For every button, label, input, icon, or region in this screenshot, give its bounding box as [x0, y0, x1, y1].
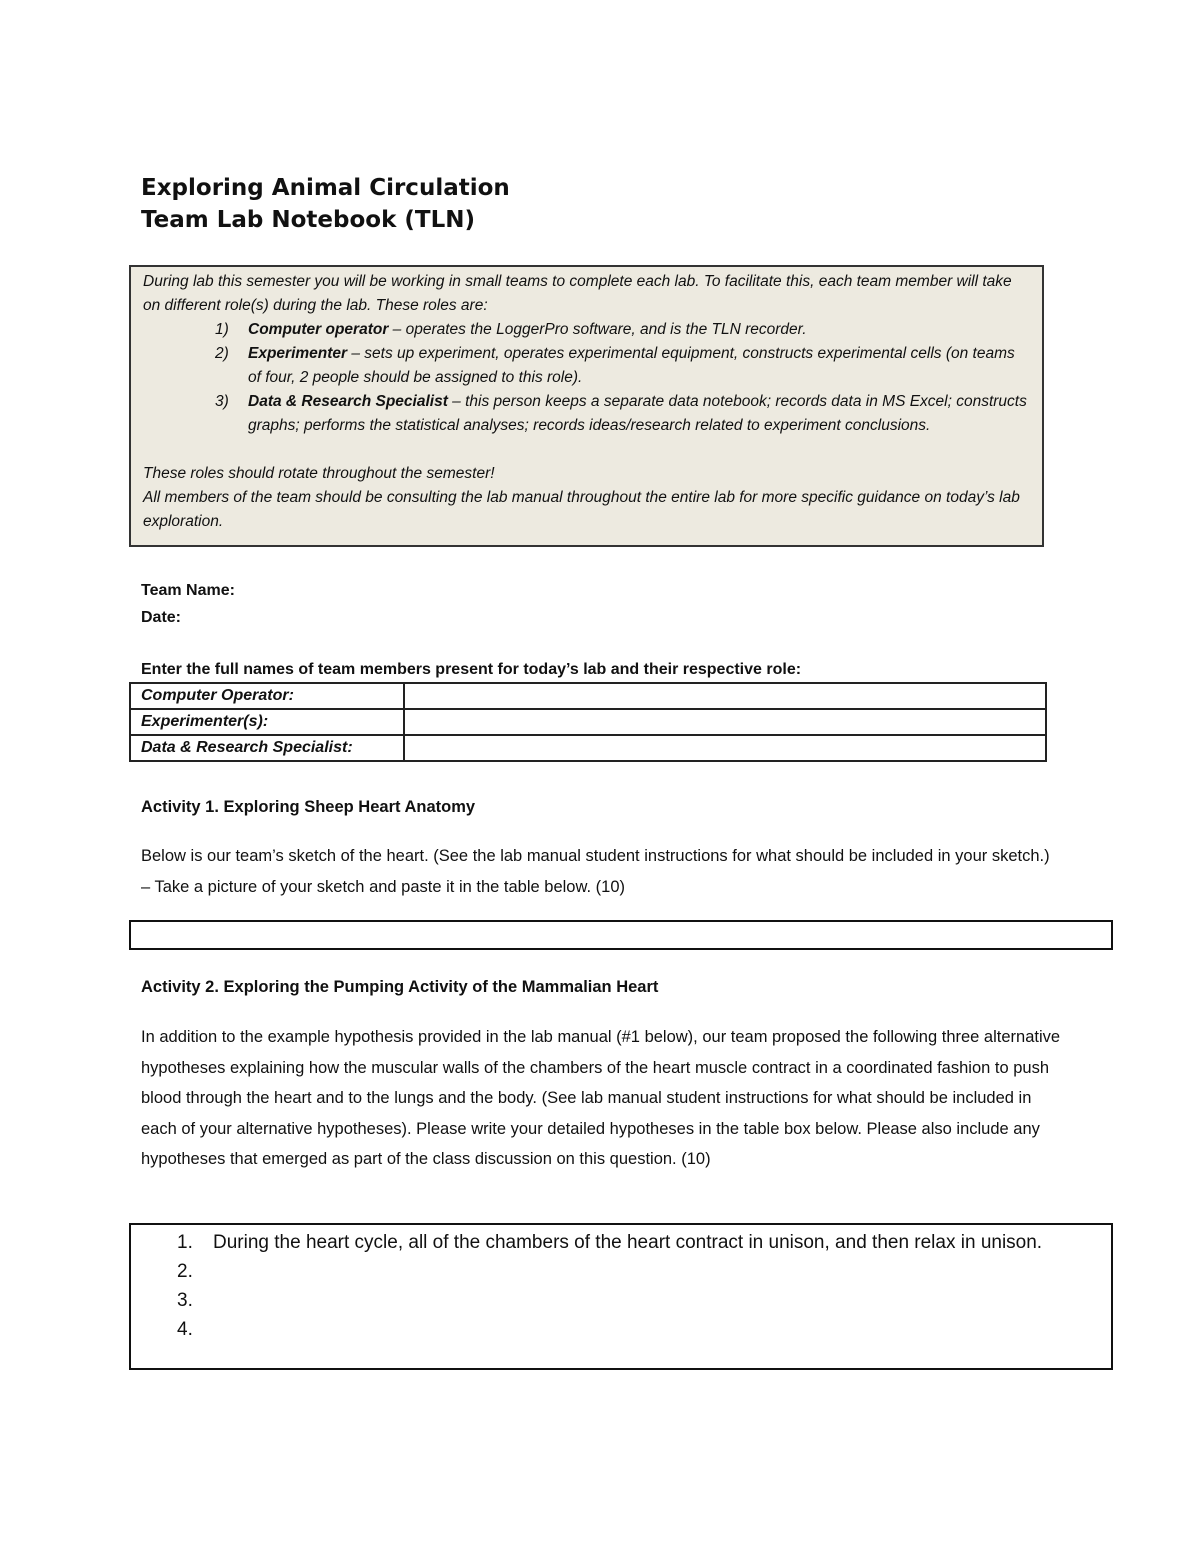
- role-number: 3): [215, 393, 229, 410]
- hypothesis-item[interactable]: [131, 1257, 1111, 1286]
- roles-intro: During lab this semester you will be working in small teams to complete each lab. To facilitate this, each team member will take on different role(s) during the lab. These roles are:: [143, 273, 1012, 314]
- activity1-heading: Activity 1. Exploring Sheep Heart Anatomy: [141, 798, 476, 816]
- activity1-text: Below is our team’s sketch of the heart. (See the lab manual student instructions for what should be included in your sketch.) – Take a picture of your sketch and paste it in the table below. (10): [141, 847, 1050, 896]
- role-description: – operates the LoggerPro software, and is the TLN recorder.: [388, 321, 807, 338]
- hypothesis-text: During the heart cycle, all of the chambers of the heart contract in unison, and then relax in unison.: [213, 1232, 1043, 1253]
- team-name-label: Team Name:: [141, 582, 235, 599]
- table-row: [130, 683, 1046, 709]
- hypothesis-number: 1.: [177, 1232, 193, 1253]
- role-cell: Experimenter(s):: [130, 709, 404, 735]
- member-name-cell[interactable]: [404, 709, 1046, 735]
- hypotheses-list: [131, 1228, 1111, 1344]
- roles-note-rotate: These roles should rotate throughout the semester!: [143, 465, 495, 482]
- sketch-paste-box[interactable]: [129, 920, 1113, 950]
- document-title: [141, 172, 510, 236]
- members-table: [129, 682, 1047, 762]
- hypothesis-item[interactable]: [131, 1228, 1111, 1257]
- members-prompt: Enter the full names of team members present for today’s lab and their respective role:: [141, 661, 802, 678]
- table-row: [130, 735, 1046, 761]
- member-name-cell[interactable]: [404, 683, 1046, 709]
- role-item: [215, 318, 1030, 342]
- role-name: Computer operator: [248, 321, 389, 338]
- role-name: Experimenter: [248, 345, 348, 362]
- role-cell: Data & Research Specialist:: [130, 735, 404, 761]
- activity2-heading: Activity 2. Exploring the Pumping Activity of the Mammalian Heart: [141, 978, 659, 996]
- roles-list: [143, 318, 1030, 438]
- hypothesis-number: 3.: [177, 1290, 193, 1311]
- role-number: 1): [215, 321, 229, 338]
- role-item: [215, 342, 1030, 390]
- role-cell: Computer Operator:: [130, 683, 404, 709]
- hypothesis-item[interactable]: [131, 1286, 1111, 1315]
- member-name-cell[interactable]: [404, 735, 1046, 761]
- role-description: – sets up experiment, operates experimental equipment, constructs experimental cells (on teams of four, 2 people should be assigned to this role).: [248, 345, 1015, 386]
- role-item: [215, 390, 1030, 438]
- table-row: [130, 709, 1046, 735]
- roles-note-consult: All members of the team should be consulting the lab manual throughout the entire lab for more specific guidance on today’s lab exploration.: [143, 489, 1020, 530]
- role-name: Data & Research Specialist: [248, 393, 448, 410]
- hypothesis-number: 4.: [177, 1319, 193, 1340]
- roles-info-box: [129, 265, 1044, 547]
- hypotheses-box[interactable]: [129, 1223, 1113, 1370]
- role-number: 2): [215, 345, 229, 362]
- activity2-text: In addition to the example hypothesis provided in the lab manual (#1 below), our team proposed the following three alternative hypotheses explaining how the muscular walls of the chambers of the heart muscle contract in a coordinated fashion to push blood through the heart and to the lungs and the body. (See lab manual student instructions for what should be included in each of your alternative hypotheses). Please write your detailed hypotheses in the table box below. Please also include any hypotheses that emerged as part of the class discussion on this question. (10): [141, 1028, 1061, 1168]
- role-description: – this person keeps a separate data notebook; records data in MS Excel; constructs graphs; performs the statistical analyses; records ideas/research related to experiment conclusions.: [248, 393, 1027, 434]
- date-label: Date:: [141, 609, 182, 626]
- title-line-2: Team Lab Notebook (TLN): [141, 207, 476, 233]
- hypothesis-item[interactable]: [131, 1315, 1111, 1344]
- hypothesis-number: 2.: [177, 1261, 193, 1282]
- title-line-1: Exploring Animal Circulation: [141, 175, 510, 201]
